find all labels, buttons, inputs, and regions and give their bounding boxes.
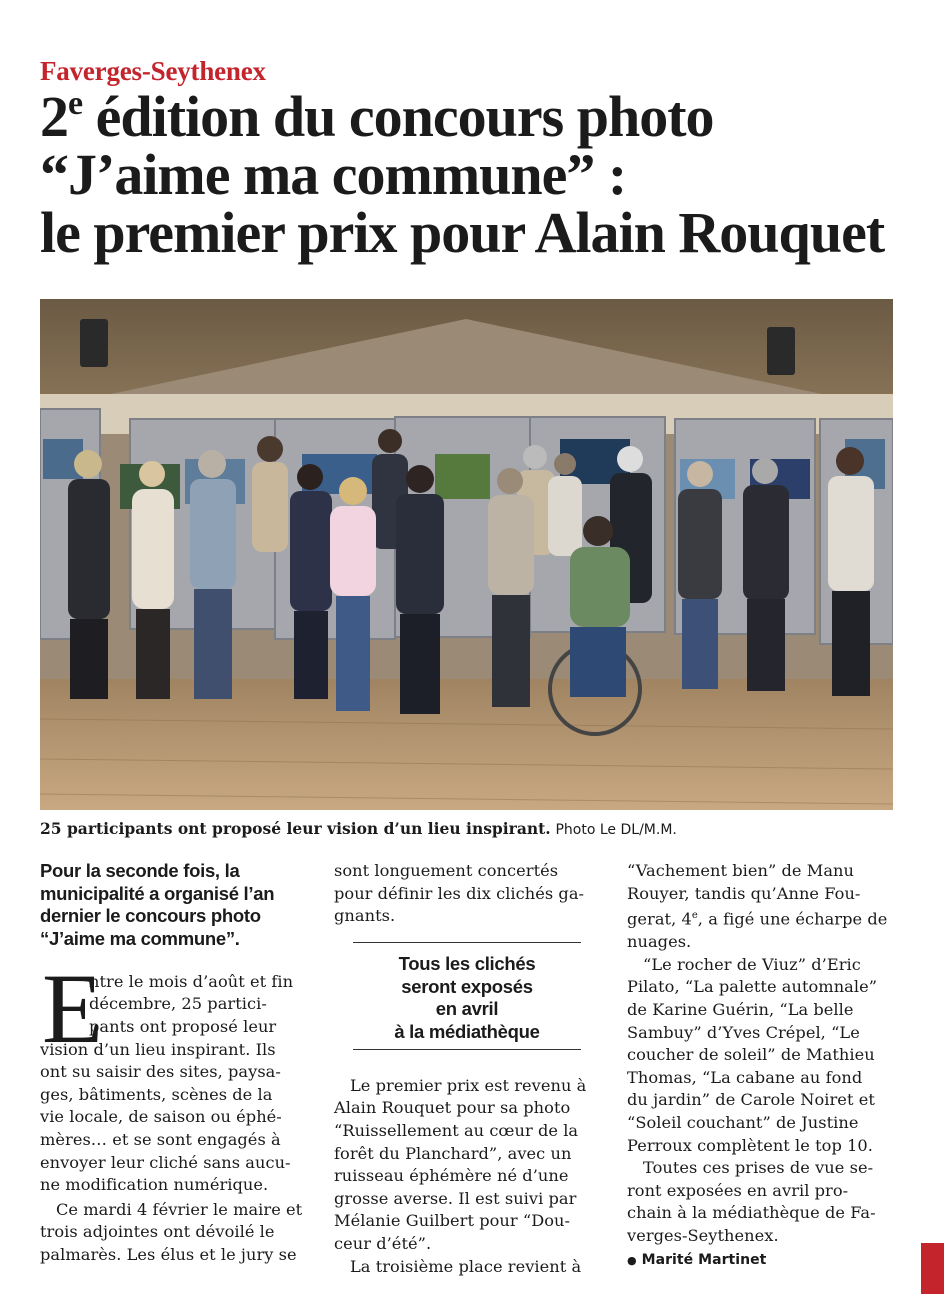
text-line: ges, bâtiments, scènes de la	[40, 1084, 273, 1104]
headline-ordinal: e	[68, 85, 83, 122]
text-line: Perroux complètent le top 10.	[627, 1135, 873, 1155]
body-paragraph-2	[40, 1199, 308, 1267]
text-line: pour définir les dix clichés ga-	[334, 883, 585, 903]
text-line: Toutes ces prises de vue se-	[643, 1158, 874, 1178]
column-1	[40, 860, 308, 1267]
text-line	[627, 905, 895, 931]
body-paragraph-7	[627, 954, 895, 1157]
text-line: envoyer leur cliché sans aucu-	[40, 1152, 291, 1172]
column-3	[627, 860, 895, 1273]
ordinal: e	[691, 910, 698, 922]
headline-line-2: “J’aime ma commune” :	[40, 142, 627, 207]
text-line: grosse averse. Il est suivi par	[334, 1188, 577, 1208]
text-line: ront exposées en avril pro-	[627, 1180, 849, 1200]
text-line: pants ont proposé leur	[89, 1017, 277, 1036]
pull-quote-line: seront exposés	[401, 975, 533, 997]
text-line: du jardin” de Carole Noiret et	[627, 1090, 875, 1110]
text-line: verges-Seythenex.	[627, 1225, 779, 1245]
text-line: Pilato, “La palette automnale”	[627, 977, 878, 997]
text-line: Thomas, “La cabane au fond	[627, 1067, 863, 1087]
text-line: Rouyer, tandis qu’Anne Fou-	[627, 883, 861, 903]
text-line: ceur d’été”.	[334, 1233, 432, 1253]
photo-caption	[40, 818, 900, 841]
text-line: vie locale, de saison ou éphé-	[40, 1107, 282, 1127]
body-paragraph-6	[627, 860, 895, 954]
author-byline	[627, 1249, 895, 1273]
text-line: Le premier prix est revenu à	[350, 1075, 587, 1095]
page-edge-marker	[921, 1243, 944, 1294]
caption-text: 25 participants ont proposé leur vision d’un lieu inspirant.	[40, 819, 551, 838]
author-name: Marité Martinet	[641, 1252, 767, 1269]
pull-quote-line: en avril	[435, 998, 499, 1019]
headline-line-1-text: édition du concours photo	[82, 84, 714, 149]
text-line: sont longuement concertés	[334, 861, 559, 880]
text-fragment: gerat, 4	[627, 909, 692, 929]
group-photo	[40, 299, 893, 810]
text-line: “Vachement bien” de Manu	[627, 861, 854, 880]
body-paragraph-3	[334, 860, 602, 928]
text-line: ne modification numérique.	[40, 1175, 269, 1195]
body-paragraph-4	[334, 1075, 602, 1256]
dropcap: E	[42, 952, 104, 1064]
pull-quote-line: Tous les clichés	[398, 953, 536, 974]
text-line: Ce mardi 4 février le maire et	[56, 1199, 303, 1219]
group-photo-illustration	[40, 299, 893, 810]
text-line: chain à la médiathèque de Fa-	[627, 1203, 876, 1223]
text-line: ntre le mois d’août et fin	[89, 971, 294, 991]
text-line: ruisseau éphémère né d’une	[334, 1166, 569, 1186]
photo-credit: Photo Le DL/M.M.	[555, 822, 677, 838]
headline	[40, 84, 920, 265]
column-2	[334, 860, 602, 1278]
text-line: “Le rocher de Viuz” d’Eric	[643, 954, 861, 974]
text-line: “Soleil couchant” de Justine	[627, 1112, 859, 1132]
text-line: palmarès. Les élus et le jury se	[40, 1244, 297, 1264]
lead-line: “J’aime ma commune”.	[40, 928, 240, 950]
pull-quote	[353, 942, 581, 1050]
pull-quote-line: à la médiathèque	[394, 1020, 540, 1042]
text-line: trois adjointes ont dévoilé le	[40, 1222, 275, 1242]
lead-paragraph	[40, 860, 308, 951]
text-line: Mélanie Guilbert pour “Dou-	[334, 1211, 571, 1231]
text-line: “Ruissellement au cœur de la	[334, 1120, 579, 1140]
text-line: décembre, 25 partici-	[89, 994, 267, 1014]
headline-line-1	[40, 84, 920, 149]
text-line: de Karine Guérin, “La belle	[627, 999, 854, 1019]
headline-number: 2	[40, 84, 68, 149]
byline-bullet: ●	[627, 1254, 637, 1268]
body-paragraph-1	[40, 952, 308, 1197]
text-line: nuages.	[627, 932, 692, 952]
text-line: La troisième place revient à	[350, 1256, 582, 1276]
text-line: gnants.	[334, 906, 396, 926]
text-line: Alain Rouquet pour sa photo	[334, 1098, 571, 1118]
body-paragraph-8	[627, 1157, 895, 1247]
text-line: vision d’un lieu inspirant. Ils	[40, 1039, 276, 1059]
body-paragraph-5	[334, 1256, 602, 1279]
lead-line: Pour la seconde fois, la	[40, 860, 240, 881]
text-line: forêt du Planchard”, avec un	[334, 1143, 572, 1163]
section-kicker: Faverges-Seythenex	[40, 56, 266, 86]
lead-line: municipalité a organisé l’an	[40, 882, 275, 904]
text-line: coucher de soleil” de Mathieu	[627, 1045, 875, 1065]
text-line: mères… et se sont engagés à	[40, 1129, 281, 1149]
text-line: Sambuy” d’Yves Crépel, “Le	[627, 1022, 860, 1042]
headline-line-3: le premier prix pour Alain Rouquet	[40, 200, 885, 265]
text-line: ont su saisir des sites, paysa-	[40, 1062, 281, 1082]
lead-line: dernier le concours photo	[40, 905, 261, 927]
text-fragment: , a figé une écharpe de	[697, 909, 888, 929]
